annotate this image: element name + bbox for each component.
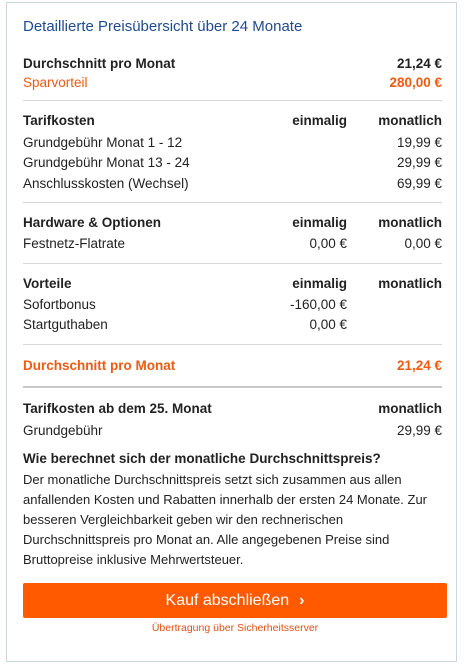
tarif-row bbox=[23, 174, 442, 194]
divider bbox=[23, 344, 442, 345]
after-row-monthly: 29,99 € bbox=[396, 423, 442, 438]
hardware-col-monthly: monatlich bbox=[378, 215, 442, 230]
average-row bbox=[23, 356, 442, 376]
explanation-title: Wie berechnet sich der monatliche Durchschnittspreis? bbox=[23, 451, 381, 466]
vorteile-col-once: einmalig bbox=[292, 276, 347, 291]
tarif-row-label: Anschlusskosten (Wechsel) bbox=[23, 176, 189, 191]
explanation-text: Der monatliche Durchschnittspreis setzt sich zusammen aus allen anfallenden Kosten und Rabatten innerhalb der ersten 24 Monate. Zur besseren Vergleichbarkeit geben wir den rechnerischen Durchschnittspreis pro Monat an. Alle angegebenen Preise sind Bruttopreise inklusive Mehrwertsteuer. bbox=[23, 472, 427, 567]
vorteile-row-label: Sofortbonus bbox=[23, 297, 96, 312]
tarif-row bbox=[23, 133, 442, 153]
vorteile-row-once: -160,00 € bbox=[289, 297, 347, 312]
average-label: Durchschnitt pro Monat bbox=[23, 358, 176, 373]
divider bbox=[23, 263, 442, 264]
tarif-row-monthly: 29,99 € bbox=[396, 155, 442, 170]
hardware-row-once: 0,00 € bbox=[309, 236, 347, 251]
hardware-row-label: Festnetz-Flatrate bbox=[23, 236, 126, 251]
checkout-button[interactable] bbox=[23, 583, 447, 618]
tarif-row-label: Grundgebühr Monat 13 - 24 bbox=[23, 155, 190, 170]
hardware-row-monthly: 0,00 € bbox=[404, 236, 442, 251]
vorteile-title: Vorteile bbox=[23, 276, 72, 291]
summary-average-label: Durchschnitt pro Monat bbox=[23, 56, 176, 71]
tarif-title: Tarifkosten bbox=[23, 113, 95, 128]
tarif-row-label: Grundgebühr Monat 1 - 12 bbox=[23, 135, 183, 150]
panel-heading: Detaillierte Preisübersicht über 24 Monate bbox=[23, 18, 303, 35]
secure-transfer-note: Übertragung über Sicherheitsserver bbox=[151, 622, 319, 634]
vorteile-row bbox=[23, 315, 442, 335]
checkout-button-label: Kauf abschließen bbox=[165, 591, 290, 609]
tarif-col-monthly: monatlich bbox=[378, 113, 442, 128]
summary-savings-value: 280,00 € bbox=[389, 75, 442, 90]
tarif-row-monthly: 69,99 € bbox=[396, 176, 442, 191]
tarif-header-row bbox=[23, 111, 442, 131]
divider bbox=[23, 100, 442, 101]
vorteile-row bbox=[23, 295, 442, 315]
after-title: Tarifkosten ab dem 25. Monat bbox=[23, 401, 212, 416]
vorteile-row-label: Startguthaben bbox=[23, 317, 108, 332]
vorteile-row-once: 0,00 € bbox=[309, 317, 347, 332]
vorteile-header-row bbox=[23, 274, 442, 294]
tarif-row-monthly: 19,99 € bbox=[396, 135, 442, 150]
after-header-row bbox=[23, 399, 442, 419]
vorteile-col-monthly: monatlich bbox=[378, 276, 442, 291]
hardware-row bbox=[23, 234, 442, 254]
summary-average-row bbox=[23, 54, 442, 74]
chevron-right-icon: › bbox=[299, 591, 305, 609]
tarif-col-once: einmalig bbox=[292, 113, 347, 128]
price-overview-panel bbox=[6, 2, 457, 662]
summary-savings-label: Sparvorteil bbox=[23, 75, 88, 90]
after-col-monthly: monatlich bbox=[378, 401, 442, 416]
after-row-label: Grundgebühr bbox=[23, 423, 103, 438]
hardware-title: Hardware & Optionen bbox=[23, 215, 162, 230]
summary-savings-row bbox=[23, 73, 442, 93]
divider bbox=[23, 202, 442, 203]
hardware-col-once: einmalig bbox=[292, 215, 347, 230]
after-row bbox=[23, 421, 442, 441]
tarif-row bbox=[23, 153, 442, 173]
hardware-header-row bbox=[23, 213, 442, 233]
divider bbox=[23, 386, 442, 388]
summary-average-value: 21,24 € bbox=[396, 56, 442, 71]
average-value: 21,24 € bbox=[396, 358, 442, 373]
